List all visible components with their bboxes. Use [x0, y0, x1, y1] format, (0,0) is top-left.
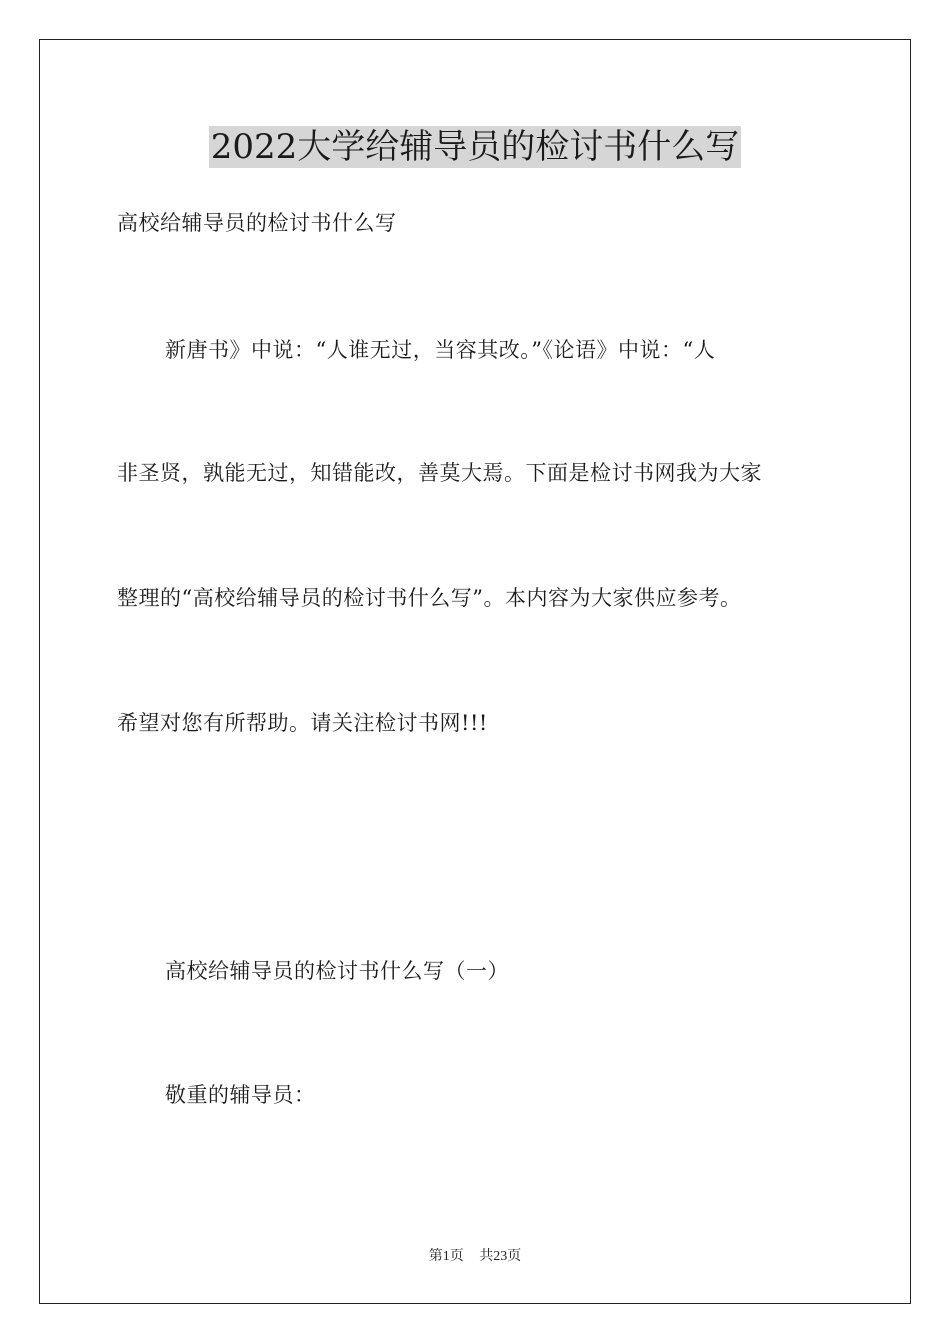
page-footer [0, 1248, 950, 1266]
title-container [0, 126, 950, 168]
paragraph-line: 希望对您有所帮助。请关注检讨书网!!! [117, 711, 488, 735]
paragraph-line: 非圣贤，孰能无过，知错能改，善莫大焉。下面是检讨书网我为大家 [117, 461, 762, 485]
page-number-current: 第1页 [428, 1249, 464, 1264]
document-subtitle: 高校给辅导员的检讨书什么写 [117, 211, 397, 235]
document-title: 2022大学给辅导员的检讨书什么写 [210, 127, 740, 167]
paragraph-line: 整理的“高校给辅导员的检讨书什么写”。本内容为大家供应参考。 [117, 586, 742, 610]
page-number-total: 共23页 [479, 1249, 522, 1264]
greeting-line: 敬重的辅导员： [165, 1083, 316, 1107]
section-heading: 高校给辅导员的检讨书什么写（一） [165, 959, 509, 983]
paragraph-line: 新唐书》中说：“人谁无过，当容其改。”《论语》中说：“人 [165, 338, 716, 362]
